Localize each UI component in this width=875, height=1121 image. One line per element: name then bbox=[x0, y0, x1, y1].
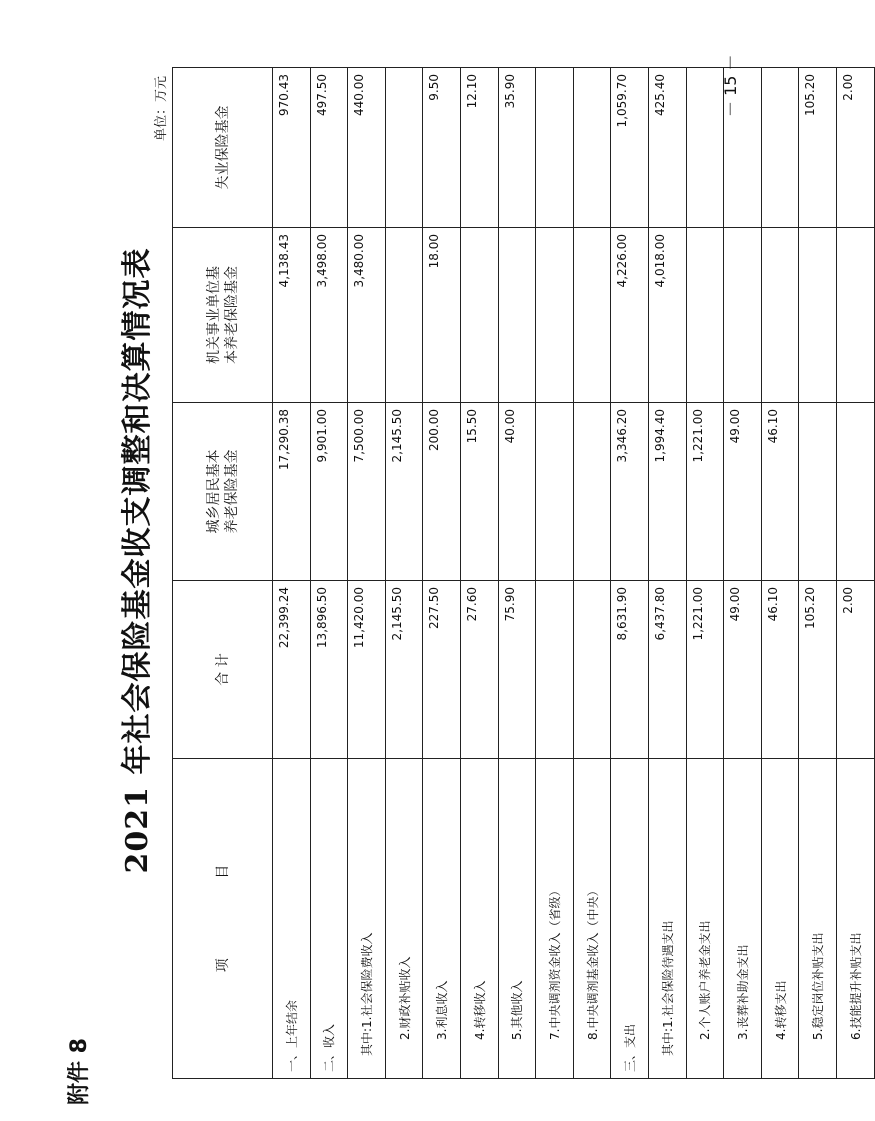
row-unemployment-cell bbox=[385, 68, 423, 228]
row-total-cell: 22,399.24 bbox=[273, 581, 311, 759]
table-row bbox=[573, 68, 611, 1079]
unit-label: 单位：万元 bbox=[154, 75, 169, 141]
page-title: 2021 年社会保险基金收支调整和决算情况表 bbox=[120, 247, 155, 874]
row-rural-pension-cell: 200.00 bbox=[423, 403, 461, 581]
row-unemployment-cell: 105.20 bbox=[799, 68, 837, 228]
row-public-pension-cell bbox=[498, 228, 536, 403]
table-row bbox=[611, 68, 649, 1079]
row-item-cell: 8.中央调剂基金收入（中央） bbox=[573, 759, 611, 1079]
table-row bbox=[648, 68, 686, 1079]
row-rural-pension-cell bbox=[536, 403, 574, 581]
row-total-cell: 2,145.50 bbox=[385, 581, 423, 759]
row-unemployment-cell: 970.43 bbox=[273, 68, 311, 228]
row-rural-pension-cell: 15.50 bbox=[460, 403, 498, 581]
row-total-cell: 2.00 bbox=[836, 581, 874, 759]
header-col3: 失业保险基金 bbox=[173, 68, 273, 228]
table-row bbox=[460, 68, 498, 1079]
header-col1-line2: 养老保险基金 bbox=[223, 449, 240, 534]
row-total-cell: 1,221.00 bbox=[686, 581, 724, 759]
header-item bbox=[173, 759, 273, 1079]
row-total-cell: 27.60 bbox=[460, 581, 498, 759]
row-total-cell: 6,437.80 bbox=[648, 581, 686, 759]
row-item-cell: 6.技能提升补贴支出 bbox=[836, 759, 874, 1079]
table-row bbox=[686, 68, 724, 1079]
row-public-pension-cell bbox=[460, 228, 498, 403]
row-total-cell: 105.20 bbox=[799, 581, 837, 759]
row-public-pension-cell bbox=[761, 228, 799, 403]
row-item-cell: 二、收入 bbox=[310, 759, 348, 1079]
table-header-row bbox=[173, 68, 273, 1079]
row-item-cell: 7.中央调剂资金收入（省级） bbox=[536, 759, 574, 1079]
row-item-cell: 一、上年结余 bbox=[273, 759, 311, 1079]
row-rural-pension-cell: 17,290.38 bbox=[273, 403, 311, 581]
row-rural-pension-cell: 3,346.20 bbox=[611, 403, 649, 581]
table-row bbox=[348, 68, 386, 1079]
table-row bbox=[310, 68, 348, 1079]
row-public-pension-cell: 4,226.00 bbox=[611, 228, 649, 403]
row-unemployment-cell bbox=[761, 68, 799, 228]
row-total-cell: 49.00 bbox=[724, 581, 762, 759]
attachment-label: 附件 8 bbox=[67, 1038, 92, 1105]
row-item-cell: 三、支出 bbox=[611, 759, 649, 1079]
row-unemployment-cell bbox=[536, 68, 574, 228]
row-unemployment-cell: 497.50 bbox=[310, 68, 348, 228]
row-rural-pension-cell bbox=[836, 403, 874, 581]
row-public-pension-cell bbox=[686, 228, 724, 403]
row-unemployment-cell: 9.50 bbox=[423, 68, 461, 228]
row-unemployment-cell: 2.00 bbox=[836, 68, 874, 228]
row-total-cell: 13,896.50 bbox=[310, 581, 348, 759]
header-col1-line1: 城乡居民基本 bbox=[205, 449, 222, 534]
row-rural-pension-cell bbox=[573, 403, 611, 581]
row-total-cell bbox=[573, 581, 611, 759]
row-item-cell: 2.个人账户养老金支出 bbox=[686, 759, 724, 1079]
header-col1 bbox=[173, 403, 273, 581]
row-total-cell: 75.90 bbox=[498, 581, 536, 759]
row-public-pension-cell: 18.00 bbox=[423, 228, 461, 403]
fund-settlement-table bbox=[172, 67, 875, 1079]
page-number: － 15 － bbox=[721, 54, 740, 117]
row-public-pension-cell bbox=[799, 228, 837, 403]
header-col2-line2: 本养老保险基金 bbox=[223, 266, 240, 364]
row-public-pension-cell bbox=[573, 228, 611, 403]
table-row bbox=[536, 68, 574, 1079]
row-public-pension-cell bbox=[724, 228, 762, 403]
row-rural-pension-cell: 9,901.00 bbox=[310, 403, 348, 581]
table-row bbox=[273, 68, 311, 1079]
row-item-cell: 4.转移收入 bbox=[460, 759, 498, 1079]
row-item-cell: 3.丧葬补助金支出 bbox=[724, 759, 762, 1079]
table-row bbox=[724, 68, 762, 1079]
row-unemployment-cell: 425.40 bbox=[648, 68, 686, 228]
table-row bbox=[836, 68, 874, 1079]
row-item-cell: 2.财政补贴收入 bbox=[385, 759, 423, 1079]
header-item-left: 项 bbox=[214, 958, 231, 973]
row-rural-pension-cell: 7,500.00 bbox=[348, 403, 386, 581]
header-item-right: 目 bbox=[214, 864, 231, 879]
row-total-cell: 46.10 bbox=[761, 581, 799, 759]
row-total-cell: 11,420.00 bbox=[348, 581, 386, 759]
row-rural-pension-cell: 40.00 bbox=[498, 403, 536, 581]
row-rural-pension-cell: 1,994.40 bbox=[648, 403, 686, 581]
row-unemployment-cell: 35.90 bbox=[498, 68, 536, 228]
row-public-pension-cell bbox=[536, 228, 574, 403]
header-col2 bbox=[173, 228, 273, 403]
row-item-cell: 其中:1.社会保险待遇支出 bbox=[648, 759, 686, 1079]
row-rural-pension-cell: 46.10 bbox=[761, 403, 799, 581]
row-item-cell: 4.转移支出 bbox=[761, 759, 799, 1079]
row-item-cell: 其中:1.社会保险费收入 bbox=[348, 759, 386, 1079]
row-public-pension-cell: 3,480.00 bbox=[348, 228, 386, 403]
row-public-pension-cell: 4,018.00 bbox=[648, 228, 686, 403]
table-row bbox=[385, 68, 423, 1079]
header-total: 合 计 bbox=[173, 581, 273, 759]
header-col2-line1: 机关事业单位基 bbox=[205, 266, 222, 364]
row-rural-pension-cell: 49.00 bbox=[724, 403, 762, 581]
row-rural-pension-cell bbox=[799, 403, 837, 581]
row-public-pension-cell: 4,138.43 bbox=[273, 228, 311, 403]
row-rural-pension-cell: 1,221.00 bbox=[686, 403, 724, 581]
row-rural-pension-cell: 2,145.50 bbox=[385, 403, 423, 581]
row-unemployment-cell: 440.00 bbox=[348, 68, 386, 228]
row-unemployment-cell: 12.10 bbox=[460, 68, 498, 228]
table-body bbox=[273, 68, 875, 1079]
row-item-cell: 3.利息收入 bbox=[423, 759, 461, 1079]
row-total-cell: 227.50 bbox=[423, 581, 461, 759]
row-public-pension-cell bbox=[836, 228, 874, 403]
row-item-cell: 5.其他收入 bbox=[498, 759, 536, 1079]
table-row bbox=[423, 68, 461, 1079]
table-row bbox=[498, 68, 536, 1079]
table-row bbox=[761, 68, 799, 1079]
row-item-cell: 5.稳定岗位补贴支出 bbox=[799, 759, 837, 1079]
row-unemployment-cell: 1,059.70 bbox=[611, 68, 649, 228]
table-row bbox=[799, 68, 837, 1079]
row-public-pension-cell bbox=[385, 228, 423, 403]
row-total-cell: 8,631.90 bbox=[611, 581, 649, 759]
row-unemployment-cell bbox=[573, 68, 611, 228]
row-total-cell bbox=[536, 581, 574, 759]
row-public-pension-cell: 3,498.00 bbox=[310, 228, 348, 403]
